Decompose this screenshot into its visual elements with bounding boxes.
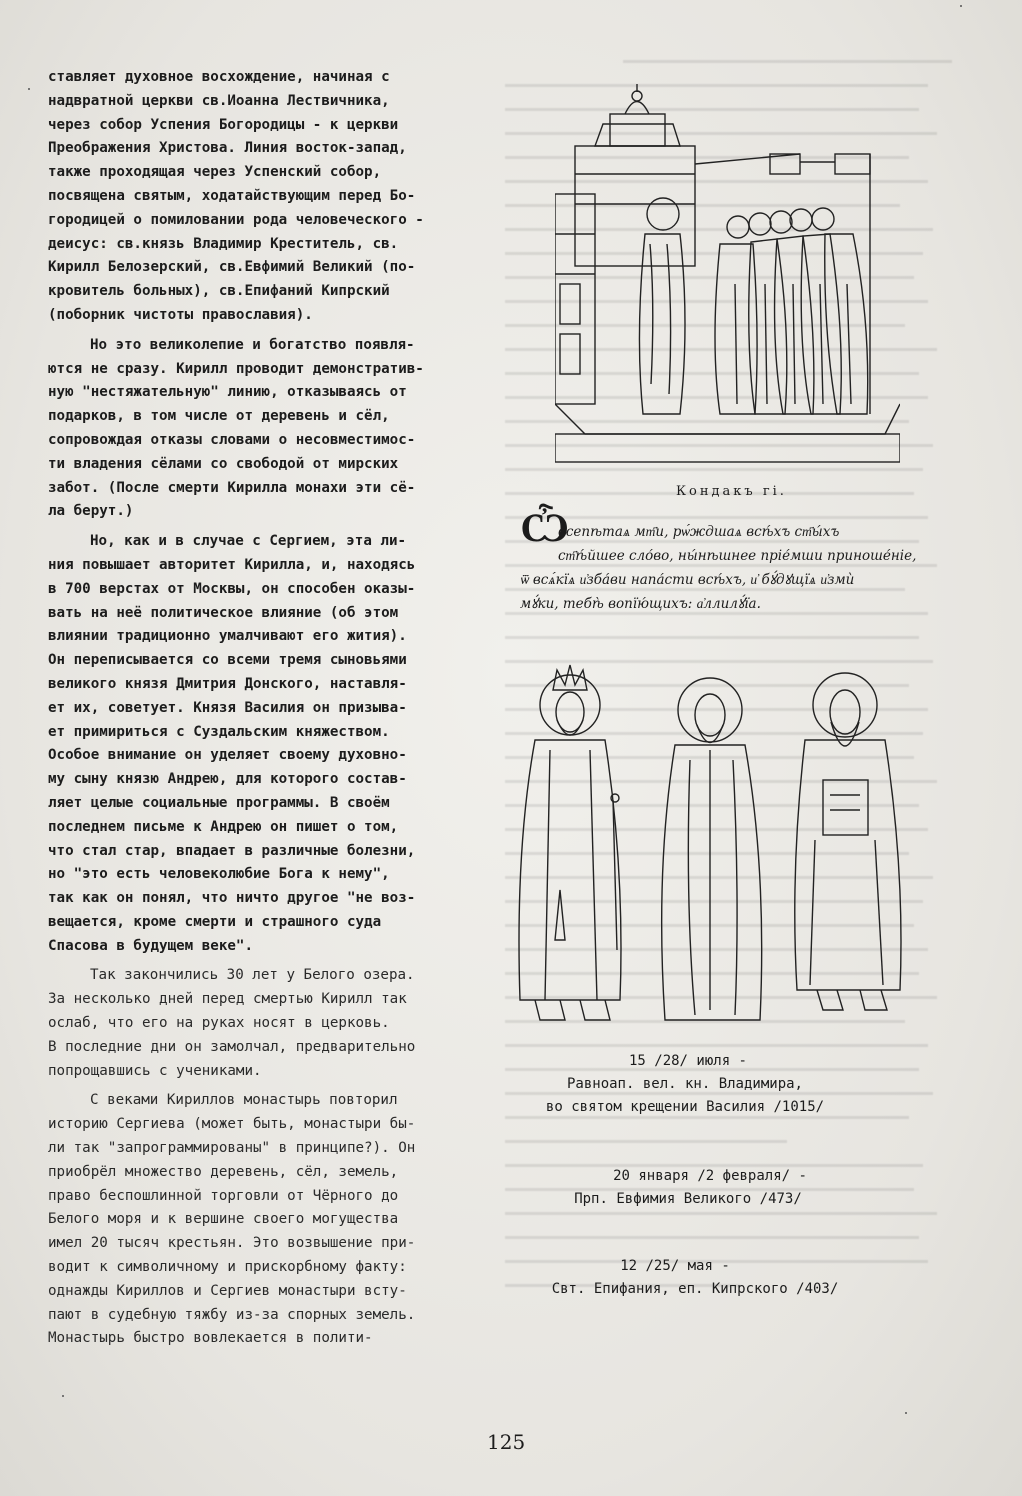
text-line: С веками Кириллов монастырь повторил (90, 1092, 398, 1109)
text-line: также проходящая через Успенский собор, (48, 164, 382, 181)
page-number: 125 (487, 1430, 526, 1454)
text-line: сопровождая отказы словами о несовместимос- (48, 431, 416, 448)
left-text-column (48, 66, 472, 1351)
text-line: пают в судебную тяжбу из-за спорных земель. (48, 1306, 416, 1323)
text-line: Он переписывается со всеми тремя сыновьями (48, 652, 407, 669)
text-line: великого князя Дмитрия Донского, наставля- (48, 675, 407, 692)
text-line: право беспошлинной торговли от Чёрного до (48, 1187, 399, 1204)
caption-epiphanius-date: 12 /25/ мая - (620, 1258, 730, 1274)
paragraph (48, 66, 472, 328)
text-line: но "это есть человеколюбие Бога к нему", (48, 866, 390, 883)
paper-speck (905, 1412, 907, 1414)
slavonic-line: всепѣтаѧ мт҃и, рѡ́ждшаѧ всѣ́хъ ст҃ы́хъ (558, 524, 840, 540)
slavonic-line: мꙋ́ки, тебѣ̀ вопїю́щихъ: а҆ллилꙋ́їа. (520, 596, 761, 612)
text-line: Но это великолепие и богатство появля- (90, 336, 415, 353)
text-line: забот. (После смерти Кирилла монахи эти сё- (48, 479, 416, 496)
text-line: Так закончились 30 лет у Белого озера. (90, 967, 415, 984)
icon-illustration-three-saints (505, 650, 945, 1040)
text-line: влиянии традиционно умалчивают его жития). (48, 628, 407, 645)
paper-speck (62, 1395, 64, 1397)
paragraph (48, 964, 472, 1083)
caption-epiphanius-title: Свт. Епифания, еп. Кипрского /403/ (551, 1281, 839, 1297)
text-line: приобрёл множество деревень, сёл, земель, (48, 1163, 399, 1180)
text-line: ти владения сёлами со свободой от мирских (48, 455, 399, 472)
caption-vladimir-title: Равноап. вел. кн. Владимира, (566, 1076, 803, 1092)
dropcap-letter: Ѽ (520, 504, 570, 551)
text-line: последнем письме к Андрею он пишет о том, (48, 818, 399, 835)
text-line: ет примириться с Суздальским княжеством. (48, 723, 390, 740)
text-line: кровитель больных), св.Епифаний Кипрский (48, 283, 390, 300)
text-line: посвящена святым, ходатайствующим перед Бо- (48, 187, 416, 204)
text-line: ставляет духовное восхождение, начиная с (48, 69, 390, 85)
text-line: ную "нестяжательную" линию, отказываясь от (48, 384, 407, 401)
text-line: через собор Успения Богородицы - к церкви (48, 116, 399, 133)
text-line: в 700 верстах от Москвы, он способен оказы- (48, 580, 416, 597)
icon-illustration-monks (555, 84, 900, 464)
text-line: Монастырь быстро вовлекается в полити- (48, 1330, 373, 1347)
figure-caption-kondak: Кондакъ гі. (676, 484, 787, 499)
text-line: историю Сергиева (может быть, монастыри бы- (48, 1116, 416, 1133)
paper-speck (28, 88, 30, 90)
text-line: однажды Кириллов и Сергиев монастыри всту- (48, 1282, 407, 1299)
text-line: му сыну князю Андрею, для которого состав- (48, 771, 407, 788)
text-line: За несколько дней перед смертью Кирилл так (48, 991, 407, 1008)
text-line: Белого моря и к вершине своего могущества (48, 1211, 399, 1228)
text-line: ли так "запрограммированы" в принципе?). Он (48, 1140, 416, 1157)
text-line: В последние дни он замолчал, предварительно (48, 1038, 416, 1055)
text-line: вещается, кроме смерти и страшного суда (48, 913, 382, 930)
text-line: ются не сразу. Кирилл проводит демонстратив- (48, 360, 424, 377)
text-line: Кирилл Белозерский, св.Евфимий Великий (по- (48, 259, 416, 276)
text-line: надвратной церкви св.Иоанна Лествичника, (48, 92, 390, 109)
text-line: городицей о помиловании рода человеческого - (48, 211, 424, 228)
text-line: подарков, в том числе от деревень и сёл, (48, 408, 390, 425)
paragraph (48, 334, 472, 524)
slavonic-line: ст҃ѣ́йшее сло́во, ны́нѣшнее пріе́мши приноше́ніе, (558, 548, 917, 564)
caption-euthymius-title: Прп. Евфимия Великого /473/ (574, 1191, 802, 1207)
text-line: ляет целые социальные программы. В своём (48, 794, 390, 811)
text-line: Спасова в будущем веке". (48, 937, 253, 954)
paper-speck (960, 5, 962, 7)
text-line: Но, как и в случае с Сергием, эта ли- (90, 533, 407, 550)
caption-euthymius-date: 20 января /2 февраля/ - (613, 1168, 807, 1184)
text-line: так как он понял, что ничто другое "не воз- (48, 890, 416, 907)
text-line: (поборник чистоты православия). (48, 306, 313, 323)
text-line: Особое внимание он уделяет своему духовно- (48, 747, 407, 764)
paragraph (48, 530, 472, 958)
text-line: Преображения Христова. Линия восток-запад, (48, 140, 407, 157)
text-line: ла берут.) (48, 503, 134, 520)
text-line: ослаб, что его на руках носят в церковь. (48, 1015, 390, 1032)
church-slavonic-text (520, 504, 980, 616)
text-line: ния повышает авторитет Кирилла, и, находясь (48, 556, 416, 573)
caption-vladimir-baptism: во святом крещении Василия /1015/ (545, 1099, 825, 1115)
text-line: вать на неё политическое влияние (об этом (48, 604, 399, 621)
text-line: что стал стар, впадает в различные болезни, (48, 842, 416, 859)
caption-vladimir-date: 15 /28/ июля - (628, 1053, 747, 1069)
text-line: деисус: св.князь Владимир Креститель, св. (48, 235, 399, 252)
paragraph (48, 1089, 472, 1351)
text-line: ет их, советует. Князя Василия он призыва- (48, 699, 407, 716)
text-line: имел 20 тысяч крестьян. Это возвышение при- (48, 1235, 416, 1252)
slavonic-line: ѿ всѧ́кїѧ и҆зба́ви напа́сти всѣ́хъ, и҆ бꙋ́дꙋщїѧ и҆змѝ (520, 572, 855, 588)
text-line: водит к символичному и прискорбному факту: (48, 1259, 407, 1276)
text-line: попрощавшись с учениками. (48, 1062, 262, 1079)
